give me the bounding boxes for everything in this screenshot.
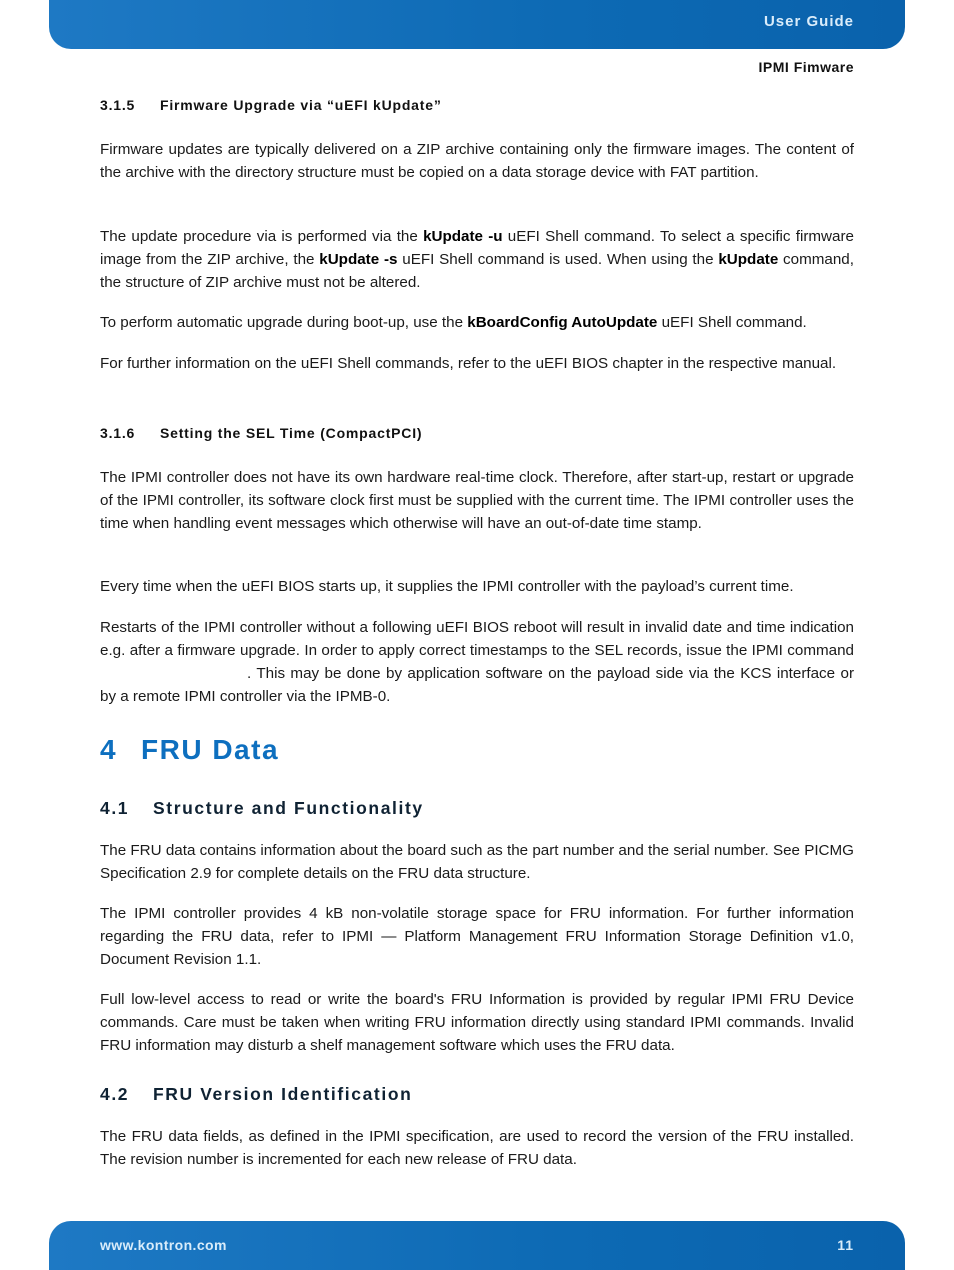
heading-3-1-5	[100, 97, 442, 113]
paragraph: The FRU data fields, as defined in the IPMI specification, are used to record the version of the FRU installed. The revision number is incremented for each new release of FRU data.	[100, 1128, 854, 1168]
paragraph	[100, 616, 854, 708]
text-run: uEFI Shell command. To select a specific firmware image from the ZIP archive, the	[100, 228, 854, 268]
command-text: kUpdate -u	[423, 228, 503, 245]
paragraph: The IPMI controller does not have its own hardware real-time clock. Therefore, after start-up, restart or upgrade of the IPMI controller, its software clock first must be supplied with the current time. The IPMI controller uses the time when handling event messages which otherwise will have an out-of-date time stamp.	[100, 469, 854, 532]
running-section-title: IPMI Fimware	[758, 59, 854, 75]
command-text: kUpdate -s	[319, 251, 398, 268]
heading-text: Structure and Functionality	[153, 798, 424, 818]
chapter-title: FRU Data	[141, 734, 280, 765]
text-run: . This may be done by application software on the payload side via the KCS interface or by a remote IPMI controller via the IPMB-0.	[100, 665, 854, 705]
paragraph: For further information on the uEFI Shell commands, refer to the uEFI BIOS chapter in the respective manual.	[100, 355, 837, 372]
paragraph	[100, 311, 854, 334]
paragraph: The IPMI controller provides 4 kB non-volatile storage space for FRU information. For further information regarding the FRU data, refer to IPMI — Platform Management FRU Information Storage Definition v1.0, Document Revision 1.1.	[100, 905, 854, 968]
paragraph: Full low-level access to read or write the board's FRU Information is provided by regular IPMI FRU Device commands. Care must be taken when writing FRU information directly using standard IPMI commands. Invalid FRU information may disturb a shelf management software which uses the FRU data.	[100, 991, 854, 1054]
heading-4-2	[100, 1084, 412, 1105]
heading-text: Firmware Upgrade via “uEFI kUpdate”	[160, 97, 442, 113]
header-band	[49, 0, 905, 49]
heading-number: 3.1.6	[100, 425, 136, 441]
text-run: command, the structure of ZIP archive must not be altered.	[100, 251, 854, 291]
footer-url: www.kontron.com	[100, 1237, 227, 1253]
heading-number: 3.1.5	[100, 97, 136, 113]
text-run: uEFI Shell command is used. When using the	[397, 251, 719, 268]
command-text: kUpdate	[718, 251, 779, 268]
heading-3-1-6	[100, 425, 422, 441]
paragraph: The FRU data contains information about the board such as the part number and the serial number. See PICMG Specification 2.9 for complete details on the FRU data structure.	[100, 842, 854, 882]
heading-text: Setting the SEL Time (CompactPCI)	[160, 425, 423, 441]
paragraph: Every time when the uEFI BIOS starts up, it supplies the IPMI controller with the payload’s current time.	[100, 578, 794, 595]
text-run: To perform automatic upgrade during boot-up, use the	[100, 314, 468, 331]
text-run: Restarts of the IPMI controller without a following uEFI BIOS reboot will result in invalid date and time indication e.g. after a firmware upgrade. In order to apply correct timestamps to the SEL records, issue the IPMI command	[100, 619, 854, 659]
text-run: uEFI Shell command.	[657, 314, 807, 331]
page-number: 11	[837, 1237, 854, 1253]
text-run: The update procedure via is performed via the	[100, 228, 424, 245]
paragraph: Firmware updates are typically delivered on a ZIP archive containing only the firmware images. The content of the archive with the directory structure must be copied on a data storage device with FAT partition.	[100, 141, 854, 181]
heading-number: 4.1	[100, 798, 130, 818]
chapter-heading	[100, 734, 279, 766]
document-type-label: User Guide	[763, 13, 854, 30]
heading-number: 4.2	[100, 1084, 130, 1104]
heading-4-1	[100, 798, 424, 819]
command-text: kBoardConfig AutoUpdate	[467, 314, 658, 331]
chapter-number: 4	[100, 734, 118, 765]
paragraph	[100, 225, 854, 294]
footer-band	[49, 1221, 905, 1270]
heading-text: FRU Version Identification	[153, 1084, 413, 1104]
